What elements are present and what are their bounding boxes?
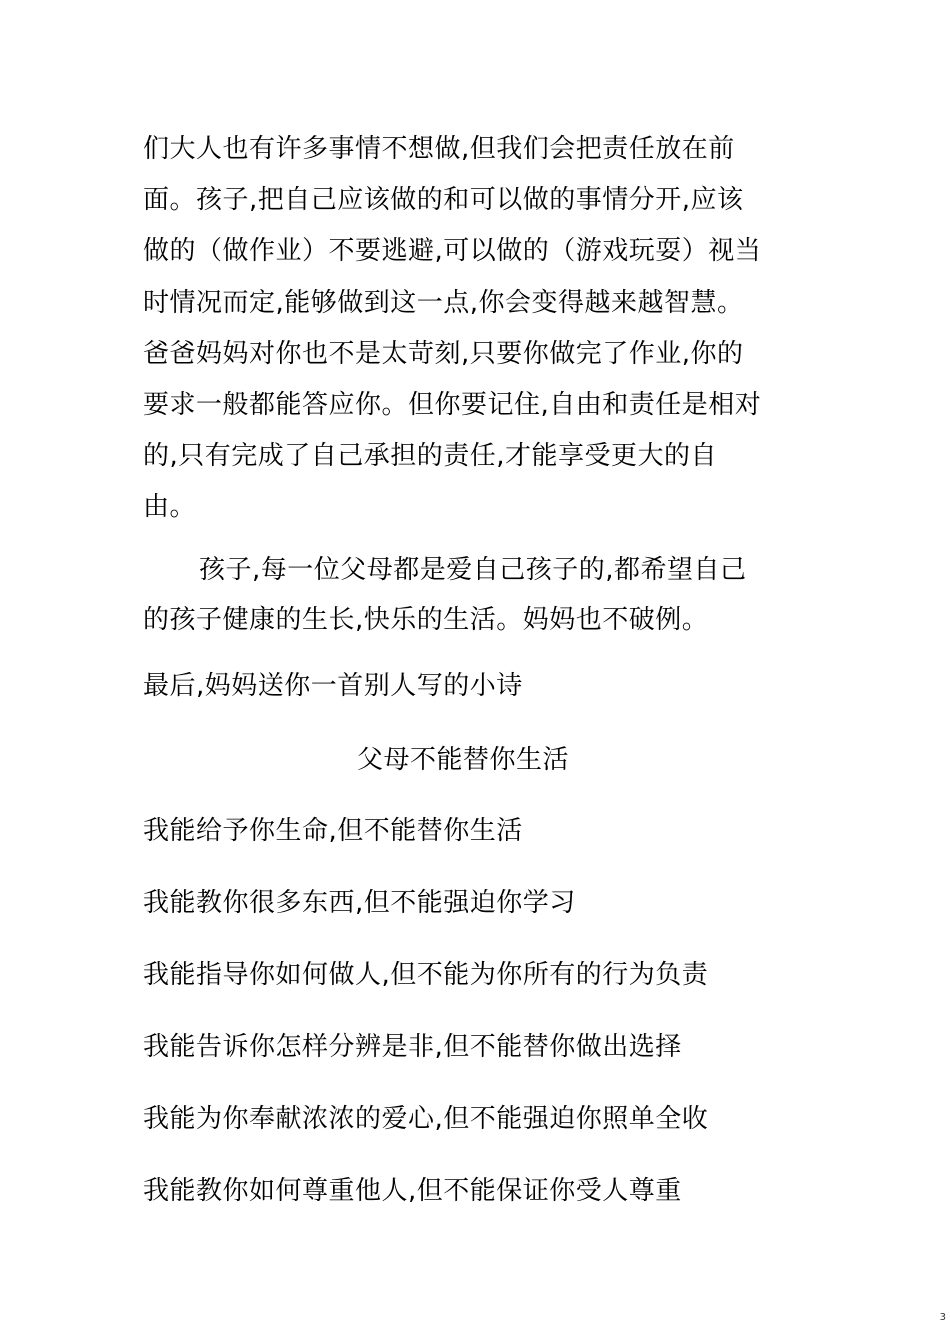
- poem-line: 我能指导你如何做人,但不能为你所有的行为负责: [143, 960, 709, 990]
- poem-line: 我能给予你生命,但不能替你生活: [143, 816, 523, 846]
- paragraph-parents-love: 孩子,每一位父母都是爱自己孩子的,都希望自己的孩子健康的生长,快乐的生活。妈妈也不破例。: [143, 555, 747, 635]
- poem-line: 我能为你奉献浓浓的爱心,但不能强迫你照单全收: [143, 1104, 709, 1134]
- poem-line: 我能告诉你怎样分辨是非,但不能替你做出选择: [143, 1032, 682, 1062]
- poem-line: 我能教你如何尊重他人,但不能保证你受人尊重: [143, 1176, 682, 1206]
- poem-title: 父母不能替你生活: [356, 745, 569, 775]
- poem-intro-line: 最后,妈妈送你一首别人写的小诗: [143, 671, 523, 701]
- paragraph-responsibility: 们大人也有许多事情不想做,但我们会把责任放在前面。孩子,把自己应该做的和可以做的事情分开,应该做的（做作业）不要逃避,可以做的（游戏玩耍）视当时情况而定,能够做到这一点,你会变得越来越智慧。爸爸妈妈对你也不是太苛刻,只要你做完了作业,你的要求一般都能答应你。但你要记住,自由和责任是相对的,只有完成了自己承担的责任,才能享受更大的自由。: [143, 134, 762, 523]
- page-number: 3: [939, 1312, 946, 1323]
- poem-line: 我能教你很多东西,但不能强迫你学习: [143, 888, 576, 918]
